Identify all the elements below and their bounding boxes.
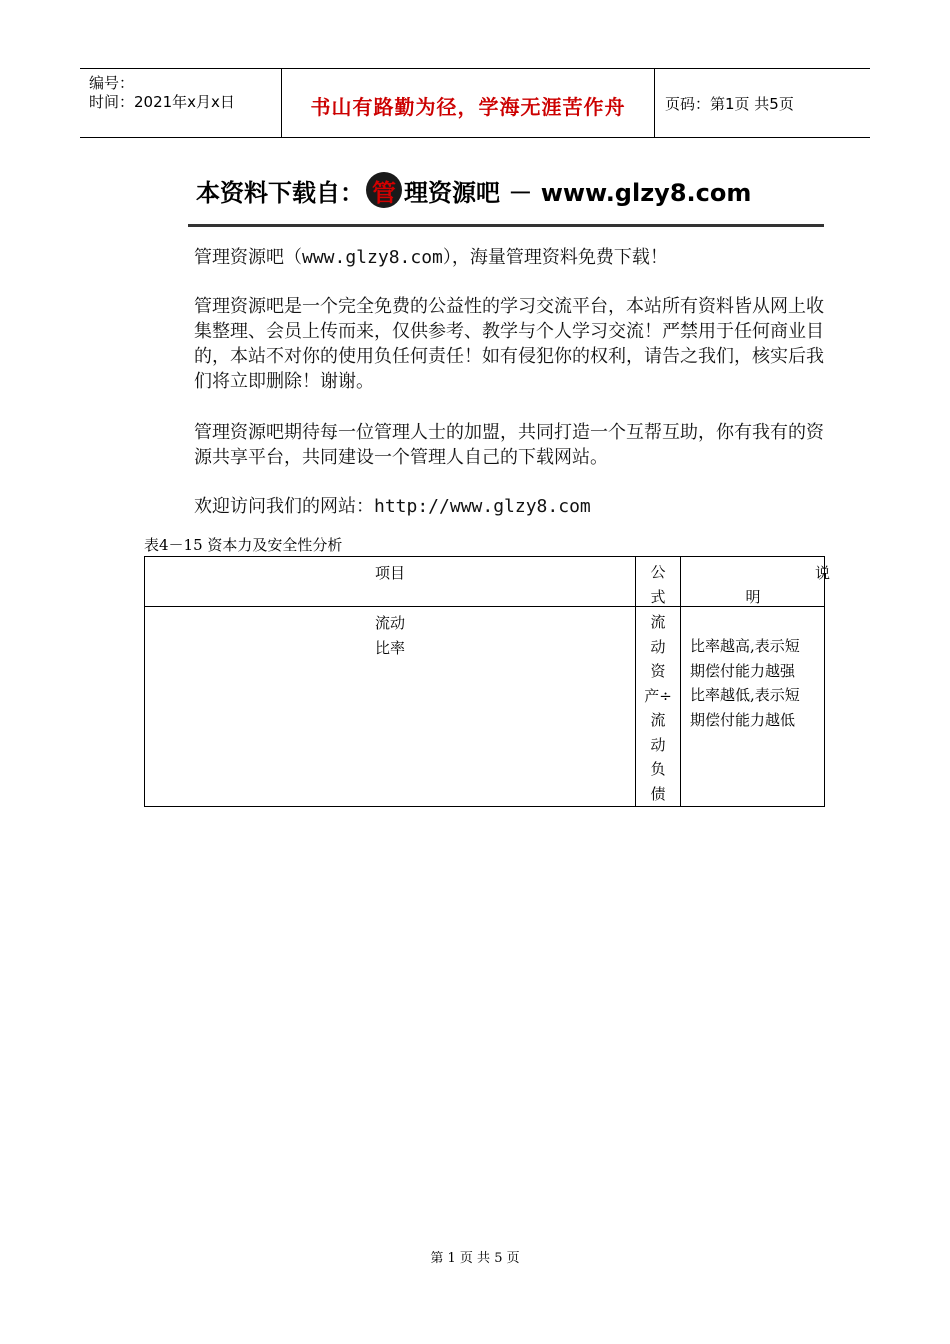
time-label: 时间：2021年x月x日 [89, 93, 235, 111]
number-label: 编号： [89, 74, 135, 92]
banner-divider [188, 224, 824, 227]
table-row-formula: 流 动 资 产÷ 流 动 负 债 [644, 613, 672, 803]
header-note-first: 说 [815, 564, 831, 582]
table-caption: 表4－15 资本力及安全性分析 [144, 536, 343, 554]
header-meta-cell [80, 69, 282, 137]
invitation-paragraph: 管理资源吧期待每一位管理人士的加盟，共同打造一个互帮互助，你有我有的资源共享平台，共同建设一个管理人自己的下载网站。 [194, 422, 824, 468]
banner-text [196, 172, 751, 208]
table-row-note: 比率越高,表示短 期偿付能力越强 比率越低,表示短 期偿付能力越低 [690, 637, 800, 729]
header-note-second: 明 [745, 588, 761, 606]
header-motto-cell [282, 69, 655, 137]
page-info: 页码：第1页 共5页 [665, 95, 794, 113]
website-paragraph: 欢迎访问我们的网站：http://www.glzy8.com [194, 496, 591, 517]
disclaimer-paragraph: 管理资源吧是一个完全免费的公益性的学习交流平台，本站所有资料皆从网上收集整理、会员上传而来，仅供参考、教学与个人学习交流！严禁用于任何商业目的，本站不对你的使用负任何责任！如有侵犯你的权利，请告之我们，核实后我们将立即删除！谢谢。 [194, 296, 824, 392]
page-footer: 第 1 页 共 5 页 [430, 1251, 520, 1266]
intro-paragraph: 管理资源吧（www.glzy8.com），海量管理资料免费下载！ [194, 247, 668, 268]
analysis-table [144, 556, 831, 807]
banner-prefix: 本资料下载自： [196, 178, 364, 207]
header-page-cell [655, 69, 870, 137]
header-formula: 公 式 [650, 563, 666, 606]
motto: 书山有路勤为径，学海无涯苦作舟 [310, 95, 626, 119]
table-row-item: 流动 比率 [374, 614, 405, 657]
logo-icon: 管 [366, 172, 402, 208]
download-banner [196, 168, 824, 228]
banner-suffix: 理资源吧 － www.glzy8.com [404, 178, 752, 207]
header-item: 项目 [374, 564, 405, 582]
document-header [80, 68, 870, 138]
